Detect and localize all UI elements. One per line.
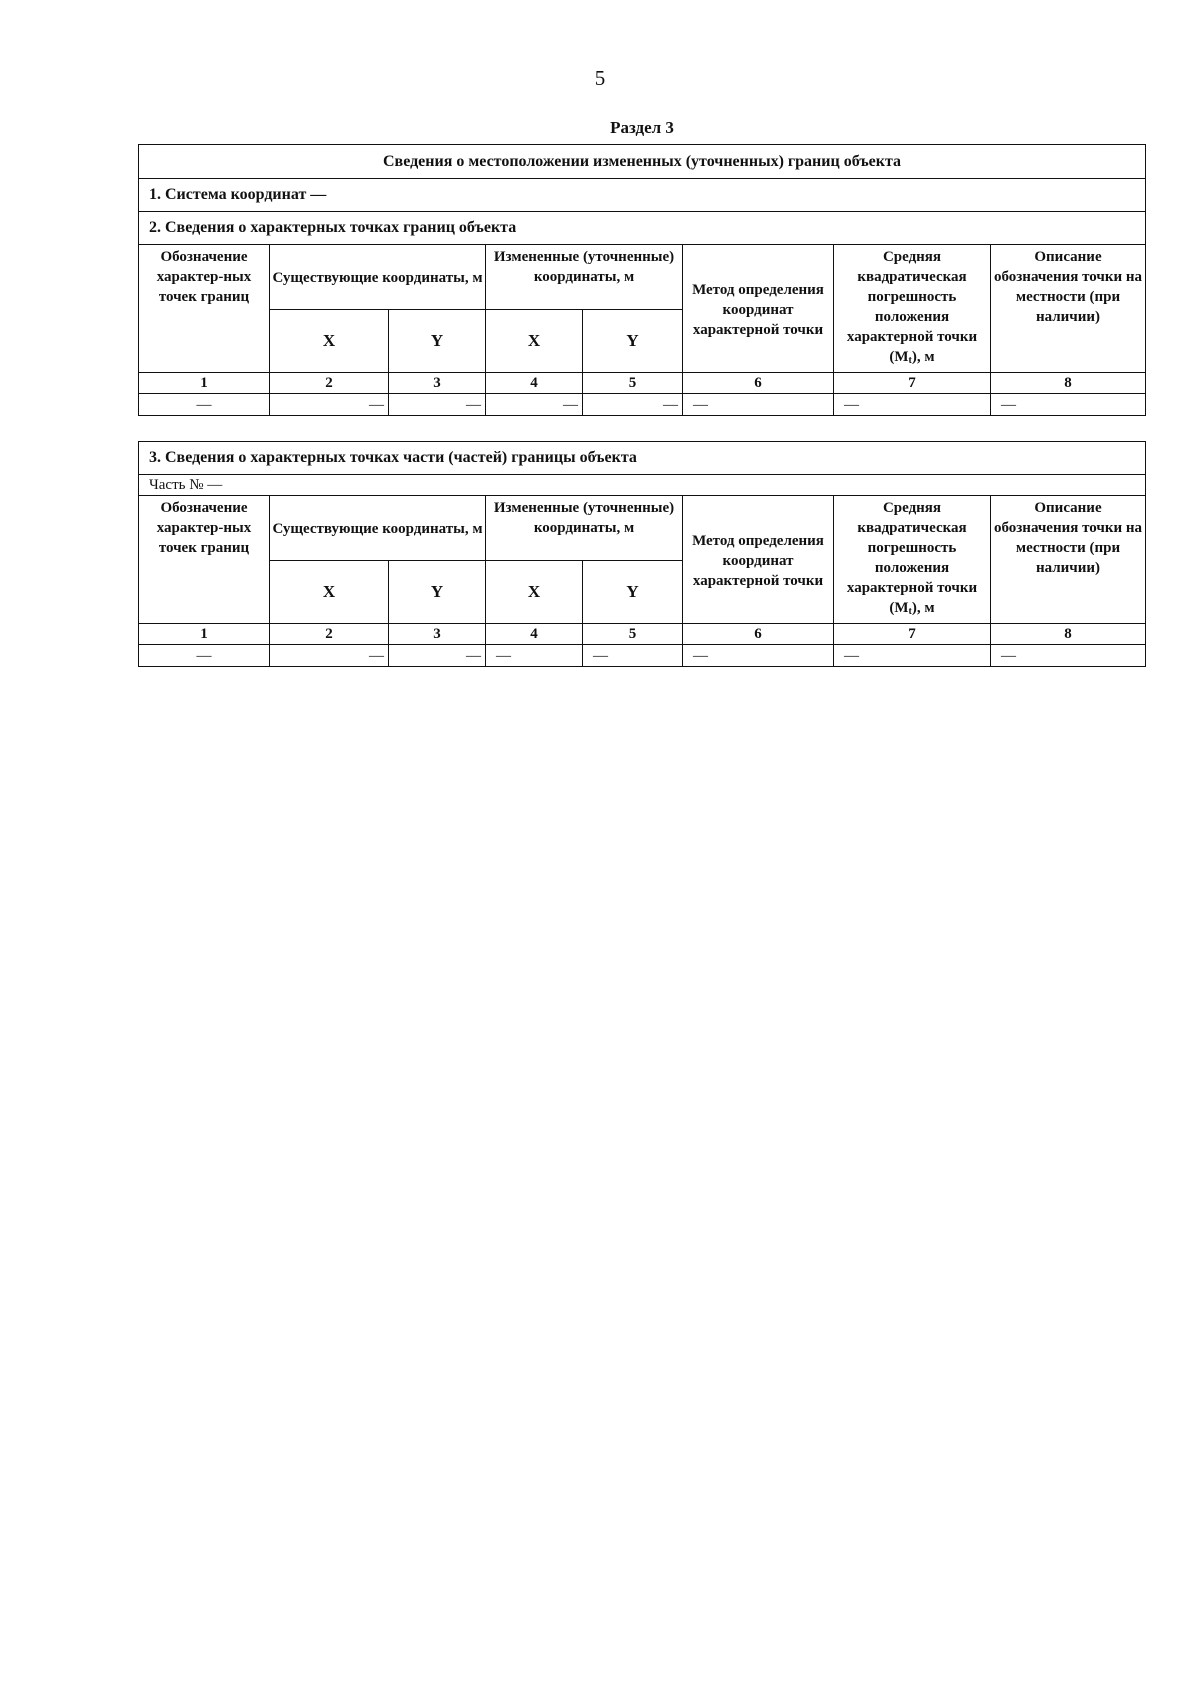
- column-number: 2: [270, 624, 389, 645]
- header-mean-error-sub: t: [908, 606, 912, 617]
- empty-cell: —: [834, 645, 991, 667]
- empty-cell: —: [486, 394, 583, 416]
- table-row: [139, 645, 1146, 667]
- column-number: 4: [486, 624, 583, 645]
- empty-cell: —: [991, 645, 1146, 667]
- column-number: 7: [834, 373, 991, 394]
- header-changed-x: X: [486, 310, 583, 373]
- table-part-boundary-points: [138, 441, 1146, 667]
- empty-cell: —: [834, 394, 991, 416]
- header-mean-error-text: Средняя квадратическая погрешность положения характерной точки (M: [846, 249, 978, 365]
- empty-cell: —: [583, 645, 683, 667]
- header-description: Описание обозначения точки на местности (при наличии): [991, 496, 1146, 624]
- column-number: 6: [683, 373, 834, 394]
- header-existing-y: Y: [389, 561, 486, 624]
- empty-cell: —: [139, 645, 270, 667]
- column-number-row: [139, 373, 1146, 394]
- column-number: 8: [991, 624, 1146, 645]
- points-title-row: 3. Сведения о характерных точках части (частей) границы объекта: [139, 442, 1146, 475]
- header-changed-coords: Измененные (уточненные) координаты, м: [486, 245, 683, 310]
- header-mean-error: [834, 245, 991, 373]
- table-boundary-points: [138, 144, 1146, 416]
- column-number: 8: [991, 373, 1146, 394]
- header-changed-y: Y: [583, 561, 683, 624]
- header-changed-x: X: [486, 561, 583, 624]
- part-number-row: Часть № —: [139, 475, 1146, 496]
- header-mean-error-text: Средняя квадратическая погрешность положения характерной точки (M: [846, 500, 978, 616]
- empty-cell: —: [583, 394, 683, 416]
- column-number: 7: [834, 624, 991, 645]
- header-existing-y: Y: [389, 310, 486, 373]
- section-title: Раздел 3: [610, 118, 674, 137]
- header-method: Метод определения координат характерной точки: [683, 245, 834, 373]
- header-method: Метод определения координат характерной точки: [683, 496, 834, 624]
- empty-cell: —: [389, 394, 486, 416]
- empty-cell: —: [270, 645, 389, 667]
- table-row: [139, 394, 1146, 416]
- column-number: 1: [139, 373, 270, 394]
- header-changed-y: Y: [583, 310, 683, 373]
- header-changed-coords: Измененные (уточненные) координаты, м: [486, 496, 683, 561]
- header-existing-x: X: [270, 561, 389, 624]
- empty-cell: —: [270, 394, 389, 416]
- column-number: 6: [683, 624, 834, 645]
- page-number: 5: [594, 66, 606, 90]
- coord-system-row: 1. Система координат —: [139, 179, 1146, 212]
- column-number: 3: [389, 624, 486, 645]
- column-number: 5: [583, 624, 683, 645]
- column-number-row: [139, 624, 1146, 645]
- header-existing-coords: Существующие координаты, м: [270, 496, 486, 561]
- header-existing-x: X: [270, 310, 389, 373]
- table-caption: Сведения о местоположении измененных (уточненных) границ объекта: [139, 145, 1146, 179]
- empty-cell: —: [683, 645, 834, 667]
- column-number: 5: [583, 373, 683, 394]
- column-number: 4: [486, 373, 583, 394]
- header-mean-error: [834, 496, 991, 624]
- header-mean-error-sub: t: [908, 355, 912, 366]
- column-number: 1: [139, 624, 270, 645]
- header-existing-coords: Существующие координаты, м: [270, 245, 486, 310]
- empty-cell: —: [389, 645, 486, 667]
- empty-cell: —: [139, 394, 270, 416]
- empty-cell: —: [683, 394, 834, 416]
- header-mean-error-unit: ), м: [911, 600, 935, 616]
- points-title-row: 2. Сведения о характерных точках границ объекта: [139, 212, 1146, 245]
- header-mean-error-unit: ), м: [911, 349, 935, 365]
- header-designation: Обозначение характер-ных точек границ: [139, 496, 270, 624]
- header-description: Описание обозначения точки на местности (при наличии): [991, 245, 1146, 373]
- column-number: 2: [270, 373, 389, 394]
- column-number: 3: [389, 373, 486, 394]
- empty-cell: —: [991, 394, 1146, 416]
- header-designation: Обозначение характер-ных точек границ: [139, 245, 270, 373]
- empty-cell: —: [486, 645, 583, 667]
